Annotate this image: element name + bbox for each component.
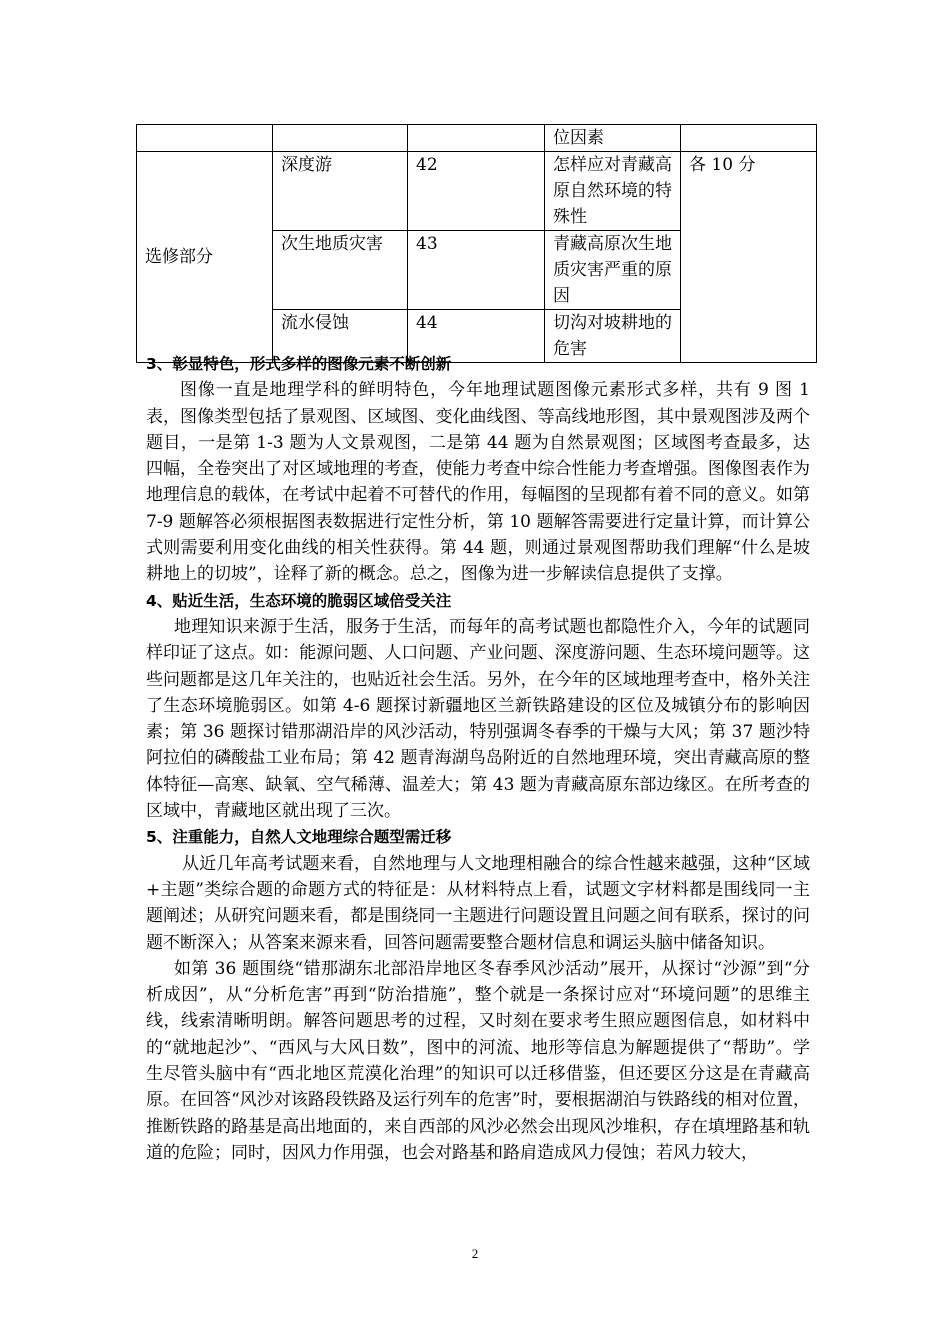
content-cell: 怎样应对青藏高原自然环境的特殊性 [545, 152, 681, 231]
paragraph: 如第 36 题围绕“错那湖东北部沿岸地区冬春季风沙活动”展开，从探讨“沙源”到“分析成因”，从“分析危害”再到“防治措施”，整个就是一条探讨应对“环境问题”的思维主线，线索清晰明朗。解答问题思考的过程，又时刻在要求考生照应题图信息，如材料中的“就地起沙”、“西风与大风日数”，图中的河流、地形等信息为解题提供了“帮助”。学生尽管头脑中有“西北地区荒漠化治理”的知识可以迁移借鉴，但还要区分这是在青藏高原。在回答“风沙对该路段铁路及运行列车的危害”时，要根据湖泊与铁路线的相对位置，推断铁路的路基是高出地面的，来自西部的风沙必然会出现风沙堆积，存在填埋路基和轨道的危险；同时，因风力作用强，也会对路基和路肩造成风力侵蚀；若风力较大， [146, 958, 810, 1163]
table-row [137, 125, 817, 152]
question-number-cell: 44 [408, 310, 545, 363]
table-cell: 位因素 [545, 125, 681, 152]
question-number-cell: 42 [408, 152, 545, 231]
content-cell: 切沟对坡耕地的危害 [545, 310, 681, 363]
section-heading: 4、贴近生活，生态环境的脆弱区域倍受关注 [146, 591, 452, 610]
table-cell [681, 125, 817, 152]
question-number-cell: 43 [408, 231, 545, 310]
elective-label-cell: 选修部分 [137, 152, 273, 363]
section-heading: 5、注重能力，自然人文地理综合题型需迁移 [146, 828, 452, 847]
page-number: 2 [471, 1246, 479, 1261]
table-row [137, 152, 817, 231]
topic-cell: 流水侵蚀 [273, 310, 408, 363]
score-cell: 各 10 分 [681, 152, 817, 363]
table-cell [137, 125, 273, 152]
topic-cell: 深度游 [273, 152, 408, 231]
exam-structure-table [136, 124, 817, 363]
body-text [146, 351, 810, 1166]
paragraph: 地理知识来源于生活，服务于生活，而每年的高考试题也都隐性介入，今年的试题同样印证了这点。如：能源问题、人口问题、产业问题、深度游问题、生态环境问题等。这些问题都是这几年关注的，也贴近社会生活。另外，在今年的区域地理考查中，格外关注了生态环境脆弱区。如第 4-6 题探讨新疆地区兰新铁路建设的区位及城镇分布的影响因素；第 36 题探讨错那湖沿岸的风沙活动，特别强调冬春季的干燥与大风；第 37 题沙特阿拉伯的磷酸盐工业布局；第 42 题青海湖鸟岛附近的自然地理环境，突出青藏高原的整体特征—高寒、缺氧、空气稀薄、温差大；第 43 题为青藏高原东部边缘区。在所考查的区域中，青藏地区就出现了三次。 [146, 616, 810, 822]
paragraph: 图像一直是地理学科的鲜明特色，今年地理试题图像元素形式多样，共有 9 图 1 表，图像类型包括了景观图、区域图、变化曲线图、等高线地形图，其中景观图涉及两个题目，一是第 1-3 题为人文景观图，二是第 44 题为自然景观图；区域图考查最多，达四幅，全卷突出了对区域地理的考查，使能力考查中综合性能力考查增强。图像图表作为地理信息的载体，在考试中起着不可替代的作用，每幅图的呈现都有着不同的意义。如第 7-9 题解答必须根据图表数据进行定性分析，第 10 题解答需要进行定量计算，而计算公式则需要利用变化曲线的相关性获得。第 44 题，则通过景观图帮助我们理解“什么是坡耕地上的切坡”，诠释了新的概念。总之，图像为进一步解读信息提供了支撑。 [146, 380, 810, 585]
topic-cell: 次生地质灾害 [273, 231, 408, 310]
table-cell [273, 125, 408, 152]
paragraph: 从近几年高考试题来看，自然地理与人文地理相融合的综合性越来越强，这种“区域+主题”类综合题的命题方式的特征是：从材料特点上看，试题文字材料都是围线同一主题阐述；从研究问题来看，都是围绕同一主题进行问题设置且问题之间有联系，探讨的问题不断深入；从答案来源来看，回答问题需要整合题材信息和调运头脑中储备知识。 [146, 853, 810, 953]
content-cell: 青藏高原次生地质灾害严重的原因 [545, 231, 681, 310]
section-heading: 3、彰显特色，形式多样的图像元素不断创新 [146, 355, 452, 373]
table-cell [408, 125, 545, 152]
